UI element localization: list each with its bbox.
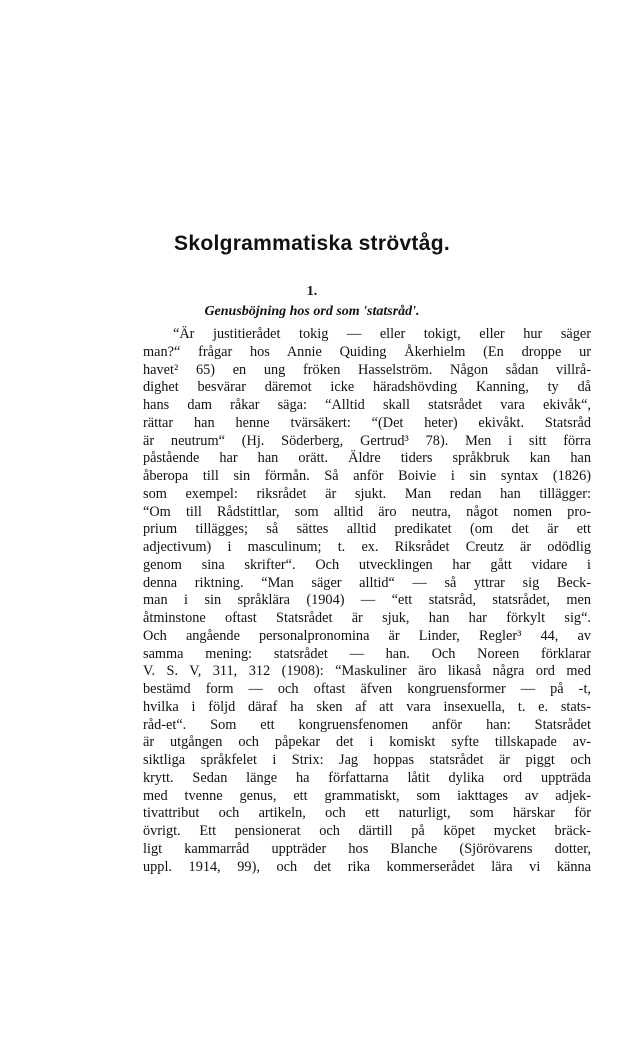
- text-line: “Är justitierådet tokig — eller tokigt, eller hur säger: [173, 326, 591, 342]
- text-line: påstående har han orätt. Äldre tiders språkbruk kan han: [143, 450, 591, 467]
- text-line: siktliga språkfelet i Strix: Jag hoppas statsrådet är piggt och: [143, 752, 591, 768]
- text-line: uppl. 1914, 99), och det rika kommerserådet lära vi känna: [143, 858, 591, 875]
- text-line: genom sina skrifter“. Och utvecklingen har gått vidare i: [143, 556, 591, 573]
- text-line: råd-et“. Som ett kongruensfenomen anför han: Statsrådet: [143, 716, 591, 733]
- text-line: denna riktning. “Man säger alltid“ — så yttrar sig Beck-: [143, 574, 591, 591]
- text-line: havet² 65) en ung fröken Hasselström. Någon sådan villrå-: [143, 361, 591, 378]
- text-line: hans dam råkar säga: “Alltid skall statsrådet vara ekivåk“,: [143, 397, 591, 413]
- text-line: med tvenne genus, ett grammatiskt, som iakttages av adjek-: [143, 787, 591, 804]
- body-text: [143, 326, 591, 876]
- text-line: hvilka i följd däraf ha sken af att vara insexuella, t. e. stats-: [143, 698, 591, 715]
- text-line: tivattribut och artikeln, och ett naturligt, som härskar för: [143, 805, 591, 822]
- text-line: krytt. Sedan länge ha författarna låtit dylika ord uppträda: [143, 769, 591, 786]
- text-line: åtminstone oftast Statsrådet är sjuk, han har förkylt sig“.: [143, 610, 591, 626]
- text-line: dighet besvärar däremot icke häradshövding Kanning, ty då: [143, 379, 591, 396]
- page-title: Skolgrammatiska strövtåg.: [174, 232, 450, 255]
- text-line: övrigt. Ett pensionerat och därtill på köpet mycket bräck-: [143, 823, 591, 839]
- text-line: åberopa till sin förmån. Så anför Boivie i sin syntax (1826): [143, 468, 591, 484]
- text-line: V. S. V, 311, 312 (1908): “Maskuliner äro likaså några ord med: [143, 663, 591, 680]
- section-number: 1.: [306, 284, 318, 299]
- text-line: som exempel: riksrådet är sjukt. Man redan han tillägger:: [143, 485, 591, 502]
- text-line: bestämd form — och oftast äfven kongruensformer — på -t,: [143, 681, 591, 697]
- text-line: “Om till Rådstittlar, som alltid äro neutra, något nomen pro-: [143, 503, 591, 520]
- text-line: är neutrum“ (Hj. Söderberg, Gertrud³ 78). Men i sitt förra: [143, 432, 591, 449]
- text-line: adjectivum) i masculinum; t. ex. Riksrådet Creutz är odödlig: [143, 539, 591, 555]
- text-line: man i sin språklära (1904) — “ett statsråd, statsrådet, men: [143, 592, 591, 609]
- text-line: är utgången och påpekar det i komiskt syfte tillskapade av-: [143, 734, 591, 751]
- text-line: samma mening: statsrådet — han. Och Noreen förklarar: [143, 645, 591, 662]
- text-line: ligt kammarråd uppträder hos Blanche (Sjörövarens dotter,: [143, 840, 591, 857]
- text-line: prium tillägges; så sättes alltid predikatet (om det är ett: [143, 521, 591, 538]
- text-line: Och angående personalpronomina är Linder, Regler³ 44, av: [143, 627, 591, 644]
- text-line: man?“ frågar hos Annie Quiding Åkerhielm (En droppe ur: [143, 343, 591, 360]
- text-line: rättar han henne tvärsäkert: “(Det heter) ekivåkt. Statsråd: [143, 414, 591, 431]
- section-subtitle: Genusböjning hos ord som 'statsråd'.: [204, 304, 420, 319]
